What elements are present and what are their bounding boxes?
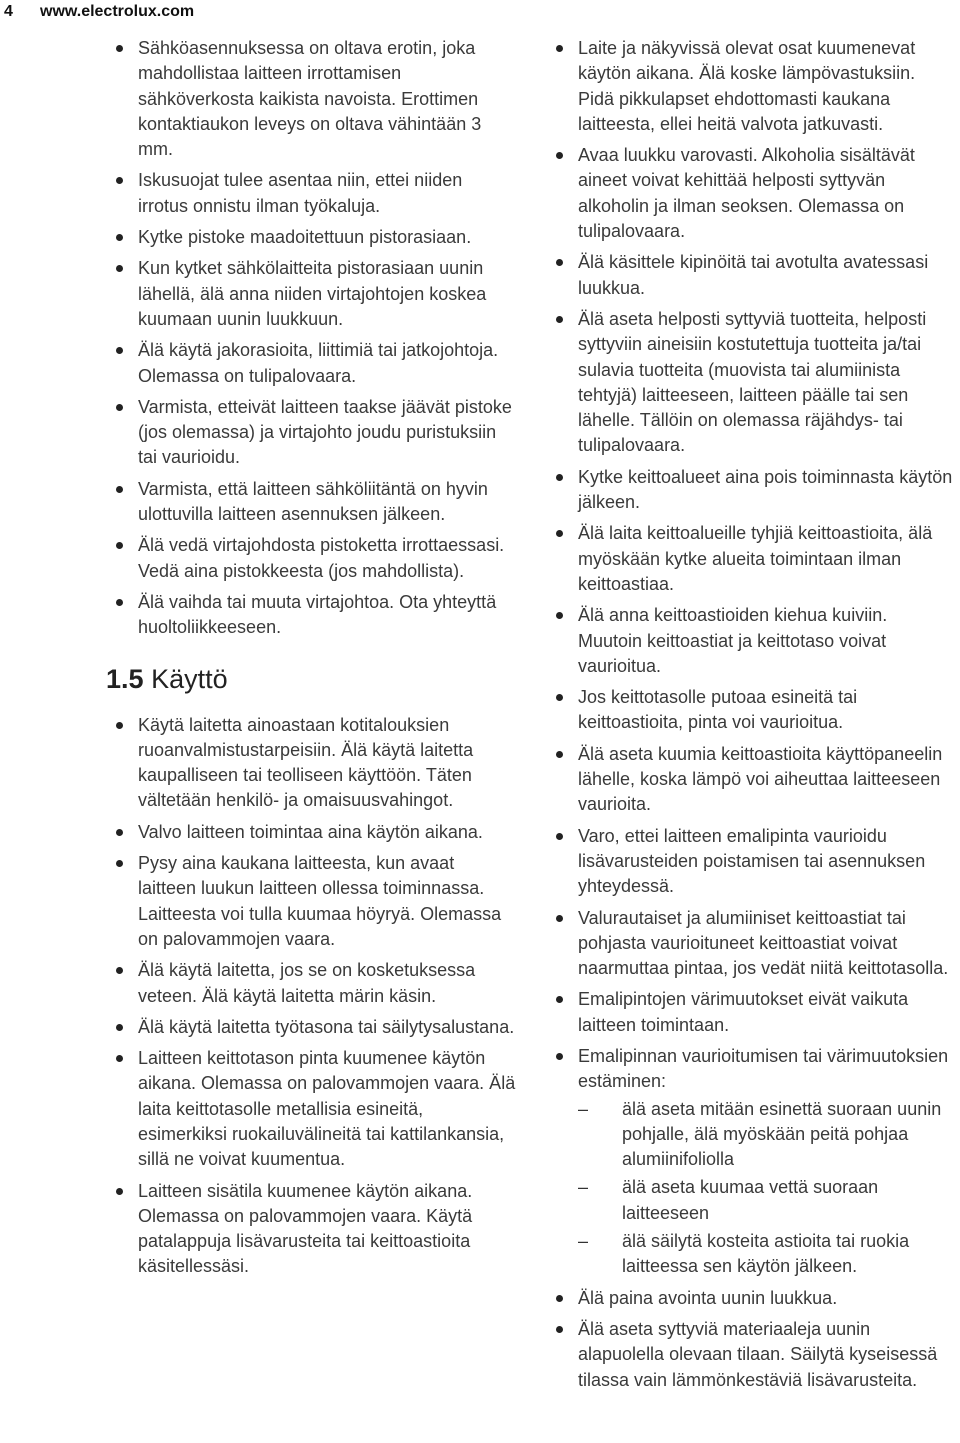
page-number: 4: [4, 3, 13, 20]
list-item: [116, 1015, 516, 1040]
sub-list-item-text: älä aseta kuumaa vettä suoraan laitteeseen: [622, 1177, 879, 1223]
right-column: [556, 36, 954, 1399]
sub-list-item: [578, 1229, 954, 1280]
list-item-text: Valvo laitteen toimintaa aina käytön aikana.: [138, 821, 483, 842]
list-item: [556, 1044, 954, 1280]
list-item: [556, 36, 954, 137]
list-item: [116, 851, 516, 952]
bullet-icon: [116, 967, 123, 974]
list-item-text: Iskusuojat tulee asentaa niin, ettei niiden irrotus onnistu ilman työkaluja.: [138, 170, 463, 216]
list-item: [116, 36, 516, 162]
list-item: [116, 820, 516, 845]
list-item-text: Älä aseta syttyviä materiaaleja uunin alapuolella olevaan tilaan. Säilytä kyseisessä tilassa vain lämmönkestäviä lisävarusteita.: [578, 1318, 938, 1390]
list-item-text: Emalipinnan vaurioitumisen tai värimuutoksien estäminen:: [578, 1045, 949, 1092]
sub-list-item: [578, 1097, 954, 1173]
list-item: [556, 143, 954, 244]
list-item: [556, 742, 954, 818]
sub-list: [578, 1097, 954, 1280]
list-item-text: Käytä laitetta ainoastaan kotitalouksien ruoanvalmistustarpeisiin. Älä käytä laitetta kaupalliseen tai teolliseen käyttöön. Täten vältetään henkilö- ja omaisuusvahingot.: [138, 714, 474, 811]
list-item: [116, 256, 516, 332]
bullet-icon: [116, 404, 123, 411]
safety-list-continued: [556, 36, 954, 1393]
bullet-icon: [556, 996, 563, 1003]
list-item-text: Kytke keittoalueet aina pois toiminnasta käytön jälkeen.: [578, 466, 953, 513]
list-item-text: Älä käytä laitetta, jos se on kosketuksessa veteen. Älä käytä laitetta märin käsin.: [138, 960, 476, 1006]
list-item: [116, 477, 516, 528]
list-item-text: Älä aseta kuumia keittoastioita käyttöpaneelin lähelle, koska lämpö voi aiheuttaa laitteeseen vaurioita.: [578, 743, 943, 815]
list-item: [116, 168, 516, 219]
list-item: [556, 250, 954, 301]
list-item-text: Kun kytket sähkölaitteita pistorasiaan uunin lähellä, älä anna niiden virtajohtojen koskea kuumaan uunin luukkuun.: [138, 258, 487, 329]
list-item: [556, 465, 954, 516]
section-heading: [106, 663, 516, 695]
list-item-text: Laite ja näkyvissä olevat osat kuumenevat käytön aikana. Älä koske lämpövastuksiin. Pidä pikkulapset ehdottomasti kaukana laitteesta, ellei heitä valvota jatkuvasti.: [578, 38, 916, 134]
list-item-text: Laitteen sisätila kuumenee käytön aikana. Olemassa on palovammojen vaara. Käytä patalappuja lisävarusteita tai keittoastioita käsitellessäsi.: [138, 1180, 473, 1277]
bullet-icon: [556, 45, 563, 52]
list-item: [116, 1046, 516, 1172]
bullet-icon: [556, 152, 563, 159]
bullet-icon: [116, 45, 123, 52]
list-item-text: Sähköasennuksessa on oltava erotin, joka mahdollistaa laitteen irrottamisen sähköverkosta kaikista navoista. Erottimen kontaktiaukon leveys on oltava vähintään 3 mm.: [138, 38, 482, 160]
list-item: [556, 1317, 954, 1393]
bullet-icon: [116, 599, 123, 606]
list-item: [116, 590, 516, 641]
page-header: [0, 0, 960, 24]
list-item-text: Älä käsittele kipinöitä tai avotulta avatessasi luukkua.: [578, 252, 929, 298]
bullet-icon: [556, 1053, 563, 1060]
list-item: [116, 713, 516, 814]
bullet-icon: [556, 751, 563, 758]
bullet-icon: [556, 316, 563, 323]
list-item: [556, 987, 954, 1038]
bullet-icon: [556, 1326, 563, 1333]
list-item: [556, 906, 954, 982]
bullet-icon: [116, 1024, 123, 1031]
list-item-text: Laitteen keittotason pinta kuumenee käytön aikana. Olemassa on palovammojen vaara. Älä laita keittotasolle metallisia esineitä, esimerkiksi ruokailuvälineitä tai kattilankansia, sillä ne voivat kuumentua.: [138, 1048, 516, 1170]
list-item-text: Älä anna keittoastioiden kiehua kuiviin. Muutoin keittoastiat ja keittotaso voivat vaurioitua.: [578, 605, 888, 676]
bullet-icon: [116, 486, 123, 493]
list-item-text: Älä käytä jakorasioita, liittimiä tai jatkojohtoja. Olemassa on tulipalovaara.: [138, 340, 499, 386]
section-title: Käyttö: [151, 663, 228, 694]
bullet-icon: [116, 542, 123, 549]
dash-icon: –: [578, 1177, 589, 1198]
bullet-icon: [556, 1295, 563, 1302]
list-item: [556, 521, 954, 597]
sub-list-item-text: älä säilytä kosteita astioita tai ruokia laitteessa sen käytön jälkeen.: [622, 1231, 910, 1277]
safety-list-usage: [116, 713, 516, 1280]
list-item: [556, 307, 954, 459]
bullet-icon: [556, 612, 563, 619]
bullet-icon: [116, 1188, 123, 1195]
list-item: [116, 958, 516, 1009]
bullet-icon: [116, 860, 123, 867]
list-item: [556, 685, 954, 736]
bullet-icon: [116, 1055, 123, 1062]
bullet-icon: [556, 915, 563, 922]
list-item: [116, 225, 516, 250]
list-item-text: Älä paina avointa uunin luukkua.: [578, 1287, 838, 1308]
bullet-icon: [116, 829, 123, 836]
bullet-icon: [116, 177, 123, 184]
bullet-icon: [116, 265, 123, 272]
list-item-text: Älä vedä virtajohdosta pistoketta irrottaessasi. Vedä aina pistokkeesta (jos mahdollista).: [138, 535, 505, 581]
list-item-text: Älä laita keittoalueille tyhjiä keittoastioita, älä myöskään kytke alueita toimintaan ilman keittoastiaa.: [578, 523, 933, 594]
list-item: [556, 603, 954, 679]
list-item: [116, 533, 516, 584]
list-item-text: Varmista, etteivät laitteen taakse jäävät pistoke (jos olemassa) ja virtajohto joudu puristuksiin tai vaurioidu.: [138, 396, 512, 468]
list-item: [556, 1286, 954, 1311]
safety-list-electrical: [116, 36, 516, 641]
list-item-text: Älä aseta helposti syttyviä tuotteita, helposti syttyviin aineisiin kostutettuja tuotteita ja/tai sulavia tuotteita (muovista tai alumiinista tehtyjä) laitteeseen, laitteen päälle tai sen lähelle. Tällöin on olemassa räjähdys- tai tulipalovaara.: [578, 308, 927, 456]
bullet-icon: [116, 234, 123, 241]
list-item-text: Pysy aina kaukana laitteesta, kun avaat laitteen luukun laitteen ollessa toiminnassa. Laitteesta voi tulla kuumaa höyryä. Olemassa on palovammojen vaara.: [138, 853, 502, 949]
bullet-icon: [556, 694, 563, 701]
dash-icon: –: [578, 1098, 589, 1119]
list-item-text: Jos keittotasolle putoaa esineitä tai keittoastioita, pinta voi vaurioitua.: [578, 687, 858, 733]
list-item: [116, 395, 516, 471]
bullet-icon: [556, 474, 563, 481]
list-item-text: Älä käytä laitetta työtasona tai säilytysalustana.: [138, 1016, 515, 1037]
list-item-text: Avaa luukku varovasti. Alkoholia sisältävät aineet voivat kehittää helposti syttyvän alkoholin ja ilman seoksen. Olemassa on tulipalovaara.: [578, 145, 915, 242]
list-item-text: Kytke pistoke maadoitettuun pistorasiaan.: [138, 227, 472, 248]
list-item-text: Varmista, että laitteen sähköliitäntä on hyvin ulottuvilla laitteen asennuksen jälkeen.: [138, 478, 488, 525]
bullet-icon: [556, 259, 563, 266]
bullet-icon: [116, 347, 123, 354]
section-number: 1.5: [106, 663, 144, 694]
bullet-icon: [116, 722, 123, 729]
dash-icon: –: [578, 1231, 589, 1252]
list-item: [116, 338, 516, 389]
bullet-icon: [556, 833, 563, 840]
bullet-icon: [556, 530, 563, 537]
list-item-text: Älä vaihda tai muuta virtajohtoa. Ota yhteyttä huoltoliikkeeseen.: [138, 591, 497, 638]
left-column: [106, 36, 516, 1286]
list-item-text: Valurautaiset ja alumiiniset keittoastiat tai pohjasta vaurioituneet keittoastiat voivat naarmuttaa pintaa, jos vedät niitä keittotasolla.: [578, 907, 949, 979]
list-item: [556, 824, 954, 900]
list-item-text: Emalipintojen värimuutokset eivät vaikuta laitteen toimintaan.: [578, 989, 909, 1035]
list-item: [116, 1179, 516, 1280]
list-item-text: Varo, ettei laitteen emalipinta vaurioidu lisävarusteiden poistamisen tai asennuksen yhteydessä.: [578, 825, 926, 897]
sub-list-item: [578, 1175, 954, 1226]
website-url: www.electrolux.com: [40, 3, 195, 20]
sub-list-item-text: älä aseta mitään esinettä suoraan uunin pohjalle, älä myöskään peitä pohjaa alumiinifoliolla: [622, 1098, 942, 1170]
